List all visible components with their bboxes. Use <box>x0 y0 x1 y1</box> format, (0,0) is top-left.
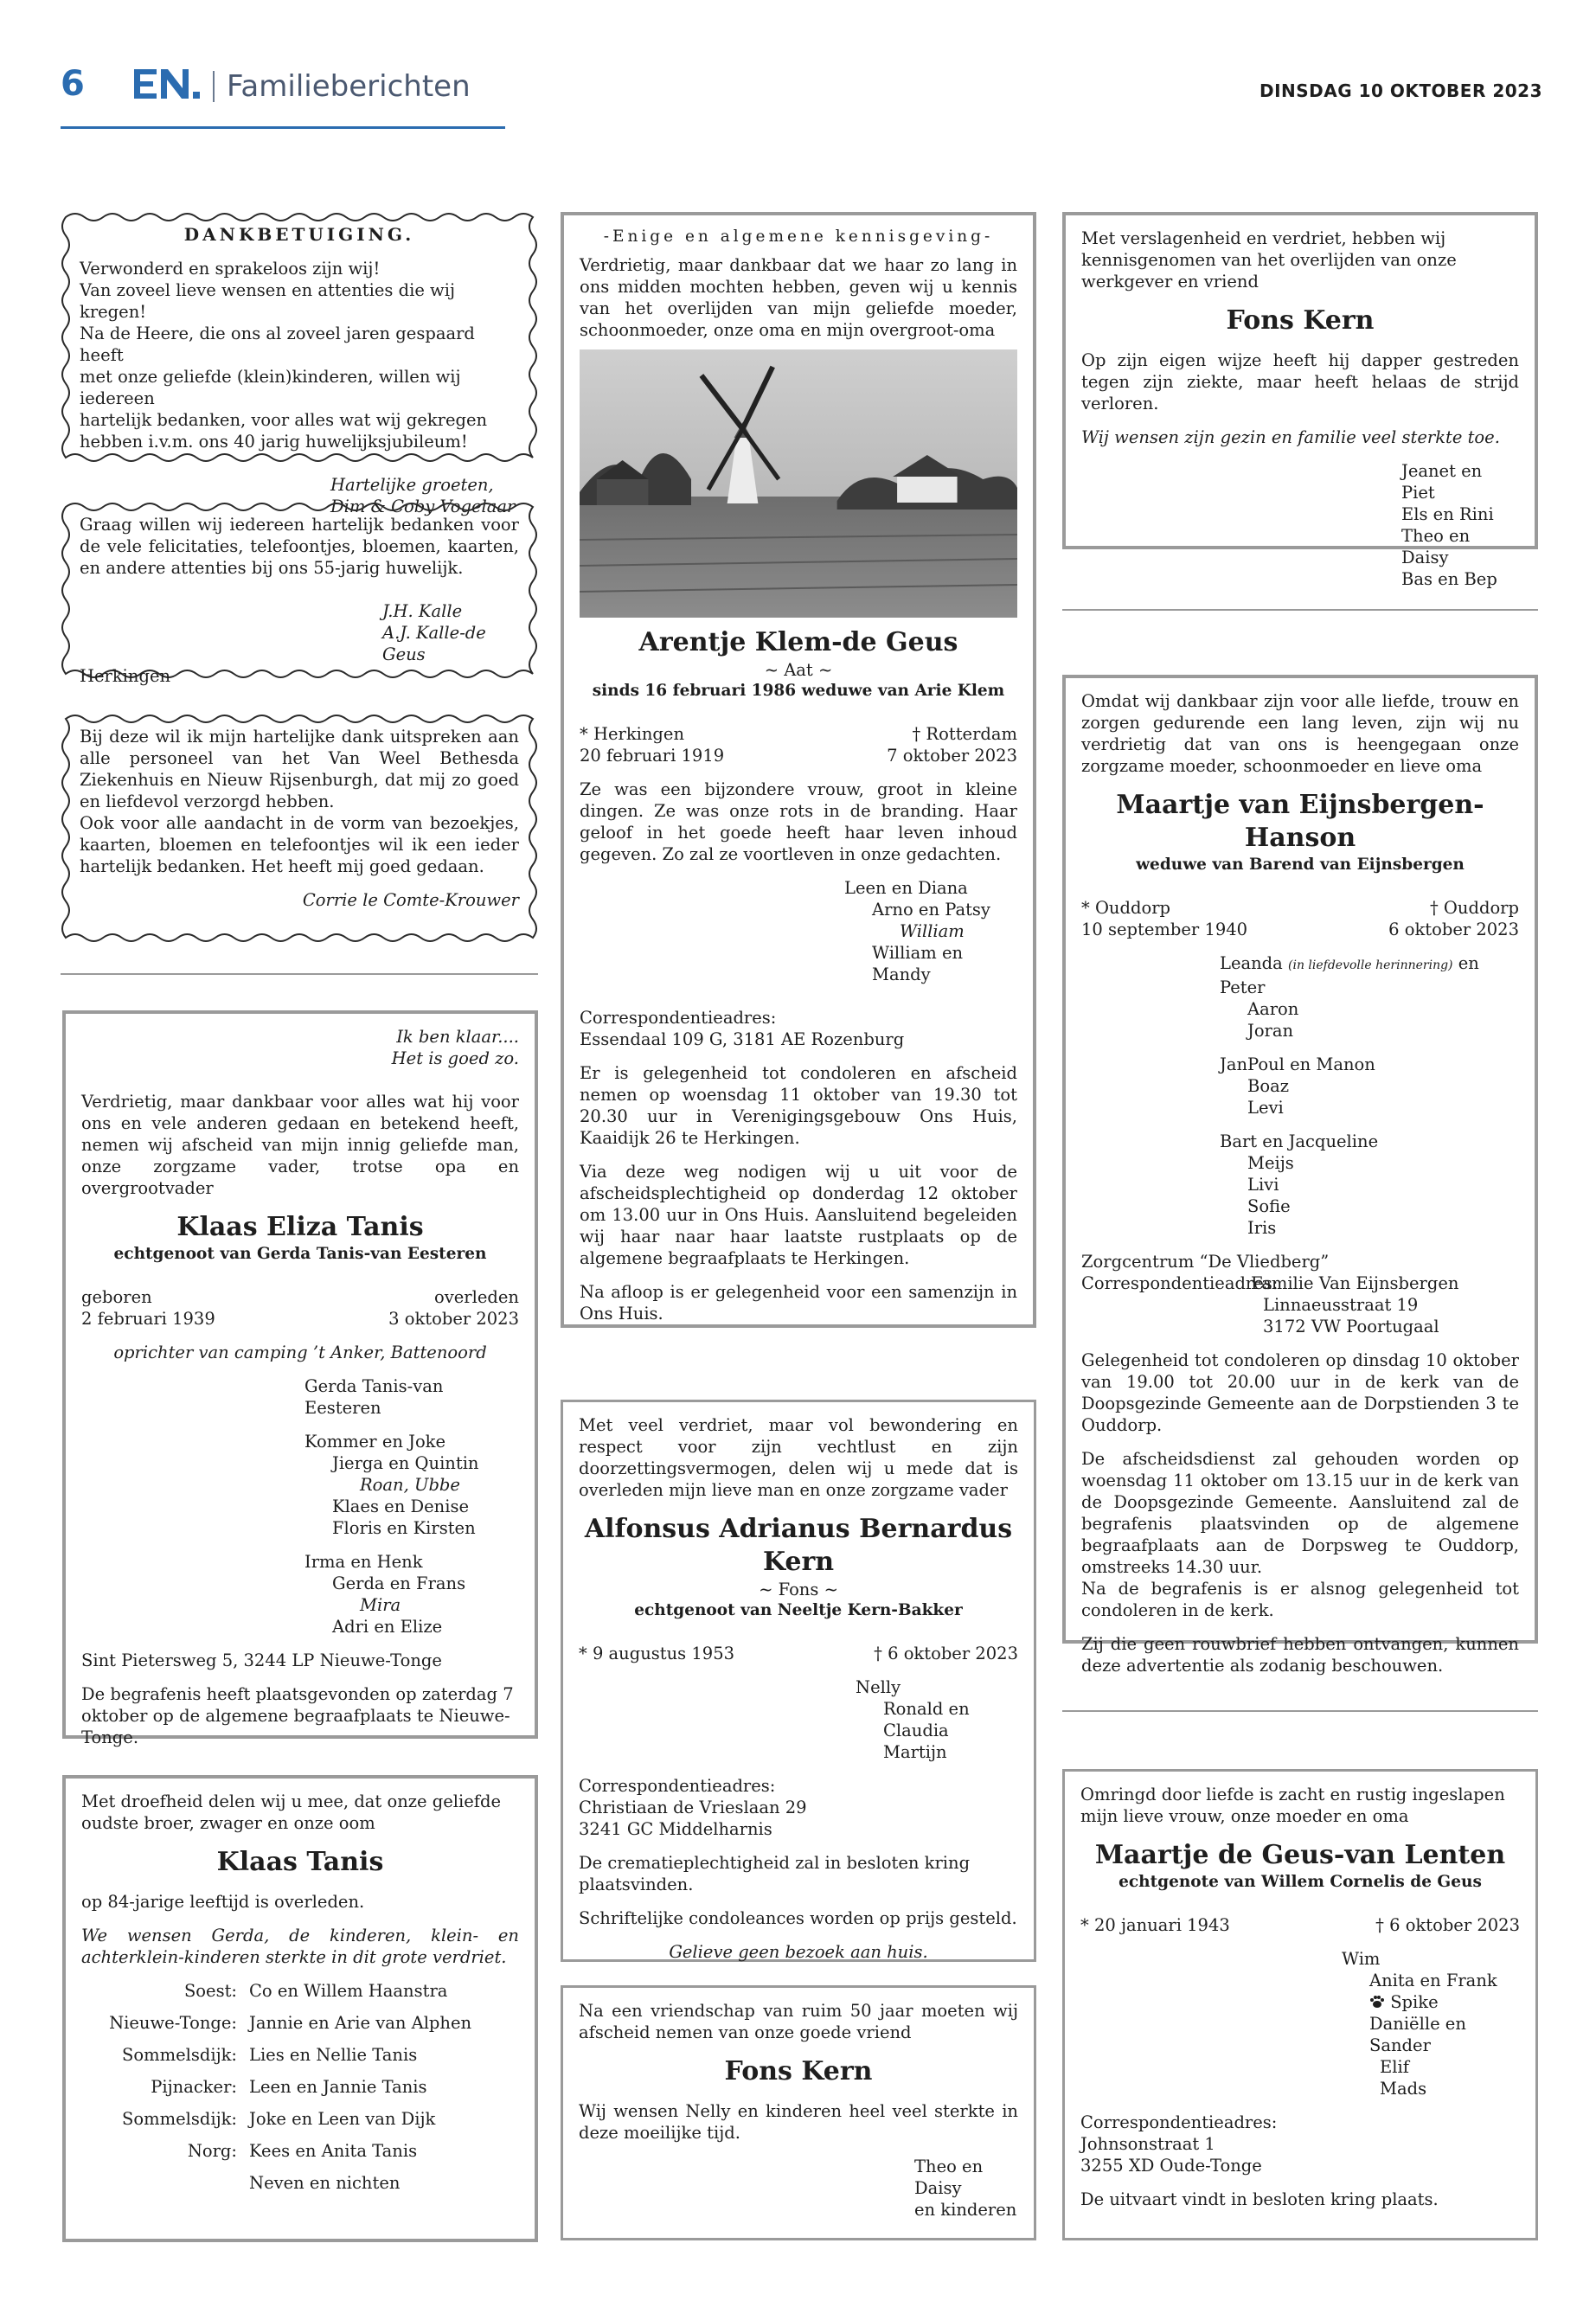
family-member: Mads <box>1380 2079 1427 2099</box>
ad-dank-kalle <box>61 502 538 686</box>
family-member: Leen en Diana <box>844 878 968 898</box>
deceased-name: Klaas Tanis <box>216 1847 384 1877</box>
family-member: Iris <box>1247 1218 1277 1238</box>
family-member: Bart en Jacqueline <box>1220 1131 1379 1151</box>
wish: Wij wensen zijn gezin en familie veel sterkte toe. <box>1081 427 1500 447</box>
intro: Met veel verdriet, maar vol bewondering en respect voor zijn vechtlust en zijn doorzettingsvermogen, delen wij u mede dat is overleden mijn lieve man en onze zorgzame vader <box>579 1415 1018 1500</box>
widow-of: sinds 16 februari 1986 weduwe van Arie Klem <box>592 682 1005 700</box>
spouse: echtgenote van Willem Cornelis de Geus <box>1118 1873 1482 1891</box>
corr-label: Correspondentieadres: <box>580 1008 777 1028</box>
died-label: overleden <box>434 1287 519 1307</box>
relative-names: Lies en Nellie Tanis <box>249 2045 418 2065</box>
intro: Omringd door liefde is zacht en rustig ingeslapen mijn lieve vrouw, onze moeder en oma <box>1080 1785 1505 1826</box>
life-dates <box>1080 1914 1520 1936</box>
family-member: Martijn <box>883 1742 947 1762</box>
ceremony-info: Via deze weg nodigen wij u uit voor de afscheidsplechtigheid op donderdag 12 oktober om 13.00 uur in Ons Huis. Aansluitend begeleiden wij haar naar haar laatste rustplaats op de algemene begraafplaats te Herkingen. <box>580 1162 1017 1268</box>
signature: en kinderen <box>914 2200 1017 2220</box>
family-member: Floris en Kirsten <box>332 1518 476 1538</box>
family-member: Wim <box>1342 1949 1381 1969</box>
corr-block <box>1081 1272 1519 1337</box>
widow-of: weduwe van Barend van Eijnsbergen <box>1136 856 1465 874</box>
born-date: 2 februari 1939 <box>81 1309 215 1329</box>
nickname: ~ Fons ~ <box>759 1580 838 1599</box>
family-list <box>1081 952 1519 1239</box>
ad-dankbetuiging-vogelaar <box>61 212 538 516</box>
family-member: Irma en Henk <box>304 1552 423 1572</box>
signature: J.H. Kalle <box>382 601 463 621</box>
relative-names: Kees en Anita Tanis <box>249 2141 418 2161</box>
family-member: Spike <box>1390 1992 1439 2012</box>
ad-klaas-tanis <box>62 1775 538 2242</box>
edition-date: DINSDAG 10 OKTOBER 2023 <box>1259 80 1542 101</box>
family-member-name: Leanda <box>1220 953 1283 973</box>
deceased-name: Arentje Klem-de Geus <box>638 627 958 657</box>
motto: Het is goed zo. <box>391 1048 519 1068</box>
ad-title: DANKBETUIGING. <box>183 224 415 245</box>
relative-place: Norg: <box>187 2141 237 2161</box>
family-list <box>1080 1948 1520 2099</box>
signer: Jeanet en Piet <box>1401 461 1483 503</box>
motto: Ik ben klaar.... <box>396 1027 519 1047</box>
relative-names: Joke en Leen van Dijk <box>249 2109 436 2129</box>
family-member: Kommer en Joke <box>304 1432 446 1452</box>
family-member: Meijs <box>1247 1153 1294 1173</box>
life-places <box>1081 897 1519 919</box>
after-info: Na afloop is er gelegenheid voor een samenzijn in Ons Huis. <box>580 1282 1017 1324</box>
condolence-info: Gelegenheid tot condoleren op dinsdag 10 oktober van 19.00 tot 20.00 uur in de kerk van de Doopsgezinde Gemeente aan de Dorpstienden 3 te Ouddorp. <box>1081 1350 1519 1435</box>
ad-line: Verwonderd en sprakeloos zijn wij! <box>80 259 381 279</box>
died-date: 6 oktober 2023 <box>1388 920 1519 939</box>
family-member: Sofie <box>1247 1196 1291 1216</box>
corr-line: 3255 XD Oude-Tonge <box>1080 2156 1262 2176</box>
corr-label: Correspondentieadres: <box>1080 2112 1278 2132</box>
family-member: Livi <box>1247 1175 1279 1195</box>
family-member: William <box>900 921 965 941</box>
relative-place: Soest: <box>183 1981 237 2001</box>
wish: Wij wensen Nelly en kinderen heel veel sterkte in deze moeilijke tijd. <box>579 2101 1018 2143</box>
ad-maartje-de-geus <box>1062 1769 1538 2240</box>
died-date: † 6 oktober 2023 <box>1375 1915 1520 1935</box>
age-line: op 84-jarige leeftijd is overleden. <box>81 1892 365 1912</box>
header-separator <box>213 71 215 102</box>
relative-names: Leen en Jannie Tanis <box>249 2077 427 2097</box>
born-label: geboren <box>81 1287 152 1307</box>
intro: Na een vriendschap van ruim 50 jaar moeten wij afscheid nemen van onze goede vriend <box>579 2001 1018 2042</box>
ad-maartje-eijnsbergen <box>1062 675 1538 1676</box>
ad-text: Ook voor alle aandacht in de vorm van bezoekjes, kaarten, bloemen en telefoontjes wil ik een ieder hartelijk bedanken. Het heeft mij goed gedaan. <box>80 813 519 876</box>
deceased-name: Alfonsus Adrianus Bernardus Kern <box>584 1514 1013 1577</box>
family-member: Roan, Ubbe <box>360 1475 460 1495</box>
intro: Omdat wij dankbaar zijn voor alle liefde, trouw en zorgen gedurende een lang leven, zijn wij nu verdrietig dat van ons is heengegaan onze zorgzame moeder, schoonmoeder en lieve oma <box>1081 691 1519 776</box>
died-place: † Ouddorp <box>1429 898 1519 918</box>
family-member: Nelly <box>856 1677 901 1697</box>
ad-klaas-eliza-tanis <box>62 1010 538 1747</box>
born-date: 20 februari 1919 <box>580 746 725 766</box>
relative-place: Sommelsdijk: <box>121 2045 237 2065</box>
relative-place <box>81 2172 237 2194</box>
cremation-info: De crematieplechtigheid zal in besloten kring plaatsvinden. <box>579 1853 971 1894</box>
care-home: Zorgcentrum “De Vliedberg” <box>1081 1252 1330 1272</box>
intro: Verdrietig, maar dankbaar dat we haar zo lang in ons midden mochten hebben, geven wij u kennis van het overlijden van mijn geliefde moeder, schoonmoeder, onze oma en mijn overgroot-oma <box>580 255 1017 340</box>
condolence-info: Schriftelijke condoleances worden op prijs gesteld. <box>579 1908 1017 1928</box>
family-member: Jierga en Quintin <box>332 1453 479 1473</box>
signature: Dim & Coby Vogelaar <box>330 497 516 516</box>
divider <box>61 973 538 975</box>
corr-line: Linnaeusstraat 19 <box>1263 1295 1419 1315</box>
ad-dank-comte <box>61 714 538 943</box>
family-member: Klaes en Denise <box>332 1497 469 1516</box>
ad-heading: -Enige en algemene kennisgeving- <box>603 228 994 246</box>
section-title: Familieberichten <box>227 69 471 104</box>
family-member: William en Mandy <box>872 943 964 984</box>
relative-place: Sommelsdijk: <box>121 2109 237 2129</box>
memorial-note: (in liefdevolle herinnering) <box>1288 958 1453 972</box>
family-member: Anita en Frank <box>1369 1971 1497 1990</box>
service-info: De afscheidsdienst zal gehouden worden op woensdag 11 oktober om 13.15 uur in de kerk van de Doopsgezinde Gemeente. Aansluitend zal de begrafenis plaatsvinden op de algemene begraafplaats aan de Dorpsweg te Ouddorp, omstreeks 14.30 uur. <box>1081 1449 1519 1577</box>
died-date: † 6 oktober 2023 <box>874 1644 1018 1663</box>
intro: Met verslagenheid en verdriet, hebben wij kennisgenomen van het overlijden van onze werkgever en vriend <box>1081 228 1457 292</box>
family-member: Boaz <box>1247 1076 1289 1096</box>
died-date: 7 oktober 2023 <box>887 746 1017 766</box>
signer: Theo en Daisy <box>1401 526 1471 567</box>
intro: Met droefheid delen wij u mee, dat onze geliefde oudste broer, zwager en onze oom <box>81 1791 502 1833</box>
family-member: Aaron <box>1247 999 1299 1019</box>
tribute: Ze was een bijzondere vrouw, groot in kleine dingen. Ze was onze rots in de branding. Haar geloof in het goede heeft haar leven inhoud gegeven. Zo zal ze voortleven in onze gedachten. <box>580 779 1017 864</box>
born-date: * 20 januari 1943 <box>1080 1915 1230 1935</box>
ad-text: Op zijn eigen wijze heeft hij dapper gestreden tegen zijn ziekte, maar heeft helaas de strijd verloren. <box>1081 350 1519 413</box>
born-date: * 9 augustus 1953 <box>579 1644 735 1663</box>
spouse: echtgenoot van Gerda Tanis-van Eesteren <box>113 1245 487 1263</box>
ad-arentje-klem <box>561 212 1036 1328</box>
corr-line: 3172 VW Poortugaal <box>1263 1317 1439 1336</box>
relatives-table <box>81 1980 519 2194</box>
signature: Theo en Daisy <box>914 2157 984 2198</box>
ad-line: Na de Heere, die ons al zoveel jaren gespaard heeft <box>80 324 475 365</box>
relative-names: Co en Willem Haanstra <box>249 1981 448 2001</box>
deceased-name: Klaas Eliza Tanis <box>176 1212 424 1242</box>
ad-fons-kern-friends <box>561 1985 1036 2240</box>
family-member <box>1220 952 1519 998</box>
ad-text: Bij deze wil ik mijn hartelijke dank uitspreken aan alle personeel van het Van Weel Bethesda Ziekenhuis en Nieuw Rijsenburgh, dat mij zo goed en liefdevol verzorgd hebben. <box>80 727 519 811</box>
funeral-info: De begrafenis heeft plaatsgevonden op zaterdag 7 oktober op de algemene begraafplaats te Nieuwe-Tonge. <box>81 1684 514 1747</box>
ad-line: hartelijk bedanken, voor alles wat wij gekregen <box>80 410 488 430</box>
ad-line: Van zoveel lieve wensen en attenties die wij kregen! <box>80 280 456 322</box>
en-logo <box>134 69 202 99</box>
ad-alfonsus-kern <box>561 1400 1036 1962</box>
pet-line <box>1342 1991 1520 2013</box>
signer: Bas en Bep <box>1401 569 1497 589</box>
corr-line: Christiaan de Vrieslaan 29 <box>579 1798 807 1817</box>
family-member: Mira <box>360 1595 401 1615</box>
relative-place: Nieuwe-Tonge: <box>109 2013 237 2033</box>
divider <box>1062 609 1538 611</box>
wish: We wensen Gerda, de kinderen, klein- en achterklein-kinderen sterkte in dit grote verdriet. <box>81 1926 519 1967</box>
family-member: Joran <box>1247 1021 1294 1041</box>
nickname: ~ Aat ~ <box>764 660 833 680</box>
no-visit: Gelieve geen bezoek aan huis. <box>669 1942 928 1962</box>
born-place: * Ouddorp <box>1081 898 1171 918</box>
relative-place: Pijnacker: <box>151 2077 237 2097</box>
life-dates <box>1081 919 1519 940</box>
deceased-name: Fons Kern <box>724 2056 873 2086</box>
deceased-name: Maartje van Eijnsbergen-Hanson <box>1116 790 1484 853</box>
funeral-info: De uitvaart vindt in besloten kring plaats. <box>1080 2189 1439 2209</box>
family-list <box>81 1375 519 1638</box>
signer: Els en Rini <box>1401 504 1494 524</box>
family-member: Arno en Patsy <box>872 900 990 920</box>
deceased-name: Maartje de Geus-van Lenten <box>1094 1840 1506 1870</box>
signature: Corrie le Comte-Krouwer <box>302 890 519 910</box>
family-list <box>579 1676 1018 1763</box>
family-member-name: en Peter <box>1220 953 1479 997</box>
life-places <box>580 723 1017 745</box>
address: Sint Pietersweg 5, 3244 LP Nieuwe-Tonge <box>81 1650 442 1670</box>
family-member: Ronald en Claudia <box>883 1699 970 1740</box>
signature: A.J. Kalle-de Geus <box>382 623 486 664</box>
ad-fons-kern-employer <box>1062 212 1538 589</box>
family-member: Adri en Elize <box>332 1617 443 1637</box>
notice: Zij die geen rouwbrief hebben ontvangen, kunnen deze advertentie als zodanig beschouwen. <box>1081 1634 1519 1676</box>
corr-label: Correspondentieadres: <box>579 1776 776 1796</box>
greeting: Hartelijke groeten, <box>330 475 494 495</box>
corr-address: Essendaal 109 G, 3181 AE Rozenburg <box>580 1029 905 1049</box>
family-member: Daniëlle en Sander <box>1369 2014 1466 2055</box>
relative-names: Jannie en Arie van Alphen <box>249 2013 472 2033</box>
life-dates <box>81 1308 519 1330</box>
ad-line: met onze geliefde (klein)kinderen, willen wij iedereen <box>80 367 461 408</box>
relative-names: Neven en nichten <box>249 2173 401 2193</box>
family-member: Levi <box>1247 1098 1284 1118</box>
corr-label: Correspondentieadres: <box>1081 1273 1279 1293</box>
windmill-photo <box>580 349 1017 618</box>
born-date: 10 september 1940 <box>1081 920 1248 939</box>
header-rule <box>61 126 505 129</box>
divider <box>1062 1710 1538 1712</box>
condolence-info: Er is gelegenheid tot condoleren en afscheid nemen op woensdag 11 oktober van 19.30 tot 20.30 uur in Verenigingsgebouw Ons Huis, Kaaidijk 26 te Herkingen. <box>580 1063 1017 1148</box>
place: Herkingen <box>80 666 171 686</box>
life-dates <box>579 1643 1018 1664</box>
after-info: Na de begrafenis is er alsnog gelegenheid tot condoleren in de kerk. <box>1081 1579 1519 1620</box>
corr-line: Johnsonstraat 1 <box>1080 2134 1215 2154</box>
born-place: * Herkingen <box>580 724 685 744</box>
ad-text: Graag willen wij iedereen hartelijk bedanken voor de vele felicitaties, telefoontjes, bloemen, kaarten, en andere attenties bij ons 55-jarig huwelijk. <box>80 515 519 578</box>
family-member: JanPoul en Manon <box>1220 1054 1375 1074</box>
died-date: 3 oktober 2023 <box>388 1309 519 1329</box>
life-labels <box>81 1286 519 1308</box>
signers <box>1081 460 1519 590</box>
corr-line: Familie Van Eijnsbergen <box>1251 1273 1459 1293</box>
intro: Verdrietig, maar dankbaar voor alles wat hij voor ons en vele anderen gedaan en betekend heeft, nemen wij afscheid van mijn innig geliefde man, onze zorgzame vader, trotse opa en overgrootvader <box>81 1092 519 1198</box>
spouse: echtgenoot van Neeltje Kern-Bakker <box>634 1601 963 1619</box>
paw-icon <box>1369 1995 1385 2009</box>
life-dates <box>580 745 1017 766</box>
page-number: 6 <box>61 64 85 104</box>
ad-line: hebben i.v.m. ons 40 jarig huwelijksjubileum! <box>80 432 468 452</box>
role: oprichter van camping ’t Anker, Battenoord <box>113 1343 487 1362</box>
family-member: Elif <box>1380 2057 1409 2077</box>
deceased-name: Fons Kern <box>1226 305 1375 336</box>
family-member: Gerda Tanis-van Eesteren <box>304 1376 444 1418</box>
died-place: † Rotterdam <box>912 724 1017 744</box>
family-member: Gerda en Frans <box>332 1574 466 1593</box>
family-list <box>580 877 1017 985</box>
corr-line: 3241 GC Middelharnis <box>579 1819 772 1839</box>
